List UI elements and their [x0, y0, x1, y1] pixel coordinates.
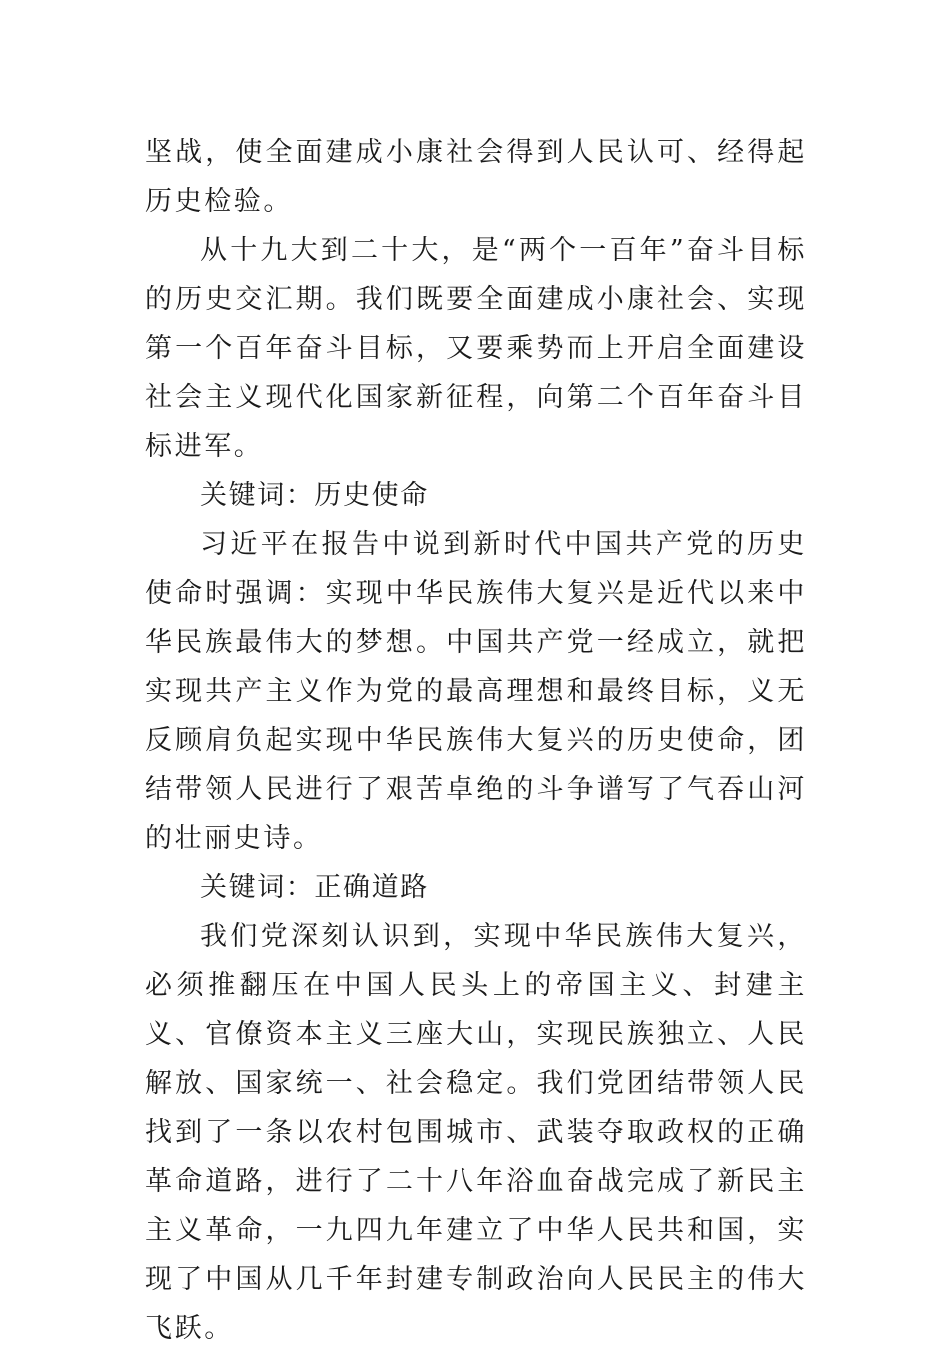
paragraph-continued: 坚战，使全面建成小康社会得到人民认可、经得起历史检验。	[145, 137, 807, 217]
document-body	[145, 128, 807, 1353]
paragraph: 我们党深刻认识到，实现中华民族伟大复兴，必须推翻压在中国人民头上的帝国主义、封建主义、官僚资本主义三座大山，实现民族独立、人民解放、国家统一、社会稳定。我们党团结带领人民找到了一条以农村包围城市、武装夺取政权的正确革命道路，进行了二十八年浴血奋战完成了新民主主义革命，一九四九年建立了中华人民共和国，实现了中国从几千年封建专制政治向人民民主的伟大飞跃。	[145, 921, 807, 1344]
keyword-heading: 关键词：正确道路	[200, 872, 429, 903]
paragraph: 从十九大到二十大，是“两个一百年”奋斗目标的历史交汇期。我们既要全面建成小康社会、实现第一个百年奋斗目标，又要乘势而上开启全面建设社会主义现代化国家新征程，向第二个百年奋斗目标进军。	[145, 235, 807, 462]
keyword-heading: 关键词：历史使命	[200, 480, 429, 511]
paragraph: 习近平在报告中说到新时代中国共产党的历史使命时强调：实现中华民族伟大复兴是近代以来中华民族最伟大的梦想。中国共产党一经成立，就把实现共产主义作为党的最高理想和最终目标，义无反顾肩负起实现中华民族伟大复兴的历史使命，团结带领人民进行了艰苦卓绝的斗争谱写了气吞山河的壮丽史诗。	[145, 529, 807, 854]
